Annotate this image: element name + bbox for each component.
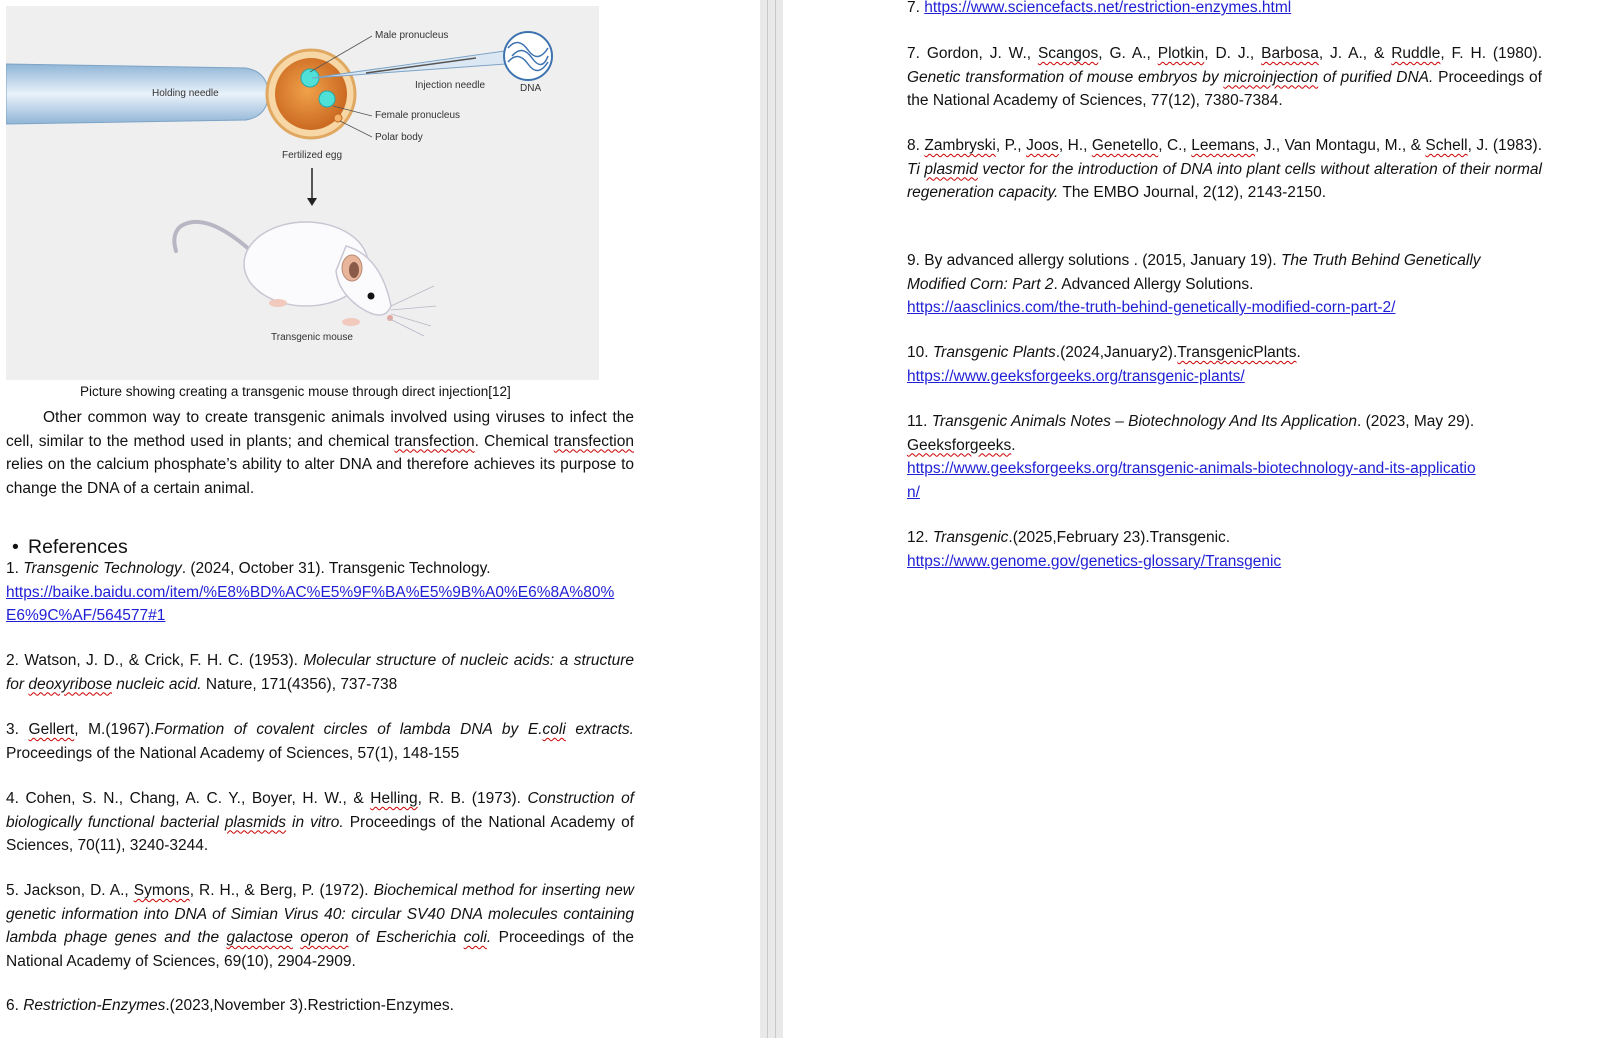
spellcheck-word[interactable]: Ruddle — [1391, 45, 1441, 62]
spellcheck-word[interactable]: Gellert — [28, 721, 75, 738]
spellcheck-word[interactable]: coli — [542, 721, 566, 738]
reference-11 — [907, 410, 1542, 504]
spellcheck-word[interactable]: Geeksforgeeks — [907, 436, 1012, 454]
spellcheck-word[interactable]: deoxyribose — [28, 675, 112, 693]
ref-text: Nature, 171(4356), 737-738 — [201, 675, 398, 693]
ref-number: 12. — [907, 529, 933, 546]
ref-link[interactable]: https://www.geeksforgeeks.org/transgenic-animals-biotechnology-and-its-applicatio — [907, 460, 1476, 477]
ref-text: , D. J., — [1204, 45, 1262, 62]
ref-title: Restriction-Enzymes — [23, 997, 166, 1014]
paragraph-text-part: . Chemical — [474, 432, 554, 450]
spellcheck-word[interactable]: microinjection — [1223, 68, 1319, 86]
ref-title: Transgenic Plants — [932, 344, 1056, 361]
spellcheck-word[interactable]: Helling — [370, 790, 418, 807]
ref-text: .(2023,November 3).Restriction-Enzymes. — [165, 997, 454, 1014]
spellcheck-word[interactable]: Leemans — [1191, 137, 1256, 154]
ref-text: Proceedings of the National Academy of Sciences, 57(1), 148-155 — [6, 744, 460, 762]
ref-title: Construction of biologically functional bacterial — [6, 790, 634, 831]
document-page-left — [0, 0, 760, 1038]
ref-title: . — [486, 929, 492, 946]
ref-title: nucleic acid. — [111, 675, 202, 693]
reference-9 — [907, 249, 1542, 320]
ref-link[interactable]: https://baike.baidu.com/item/%E8%BD%AC%E5%9F%BA%E5%9B%A0%E6%8A%80% — [6, 583, 615, 601]
spellcheck-word[interactable]: Barbosa — [1261, 45, 1319, 62]
ref-number: 6. — [6, 997, 24, 1014]
spellcheck-word[interactable]: Schell — [1425, 137, 1468, 154]
ref-text: 2. Watson, J. D., & Crick, F. H. C. (1953). — [6, 652, 304, 669]
ref-text: 7. Gordon, J. W., — [907, 45, 1038, 62]
female-pronucleus-label: Female pronucleus — [375, 110, 461, 121]
polar-body-label: Polar body — [375, 132, 423, 143]
ref-title: Transgenic Technology — [23, 560, 182, 577]
ref-link[interactable]: E6%9C%AF/564577#1 — [6, 607, 166, 624]
ref-text: 8. — [907, 137, 925, 154]
body-paragraph — [6, 406, 634, 500]
ref-link[interactable]: https://www.sciencefacts.net/restriction-enzymes.html — [924, 0, 1292, 16]
reference-2 — [6, 649, 634, 696]
spellcheck-word[interactable]: operon — [300, 929, 349, 946]
paragraph-text-part: relies on the calcium phosphate’s ability to alter DNA and therefore achieves its purpose to change the DNA of a certain animal. — [6, 456, 634, 497]
ref-text: Proceedings of the National Academy of Sciences, 70(11), 3240-3244. — [6, 813, 635, 854]
ref-text: .(2024,January2). — [1055, 344, 1178, 361]
spellcheck-word[interactable]: plasmids — [224, 813, 286, 831]
down-arrow-icon — [307, 198, 317, 206]
ref-text: , G. A., — [1098, 45, 1158, 62]
spellcheck-word[interactable]: Joos — [1026, 137, 1059, 154]
reference-6 — [6, 994, 634, 1018]
spellcheck-word[interactable]: transfection — [553, 432, 634, 450]
ref-title: vector for the introduction of DNA into plant cells without alteration of their normal regeneration capacity. — [907, 160, 1542, 201]
ref-text: . — [1011, 436, 1016, 454]
ref-link[interactable]: n/ — [907, 483, 920, 501]
ref-text: 5. Jackson, D. A., — [6, 882, 134, 899]
spellcheck-word[interactable]: galactose — [226, 929, 293, 946]
spellcheck-word[interactable]: TransgenicPlants — [1177, 344, 1297, 361]
ref-text: 4. Cohen, S. N., Chang, A. C. Y., Boyer, H. W., & — [6, 790, 371, 807]
ref-text: , M.(1967). — [74, 721, 155, 738]
reference-7 — [907, 42, 1542, 113]
reference-3 — [6, 718, 634, 765]
reference-8 — [907, 134, 1542, 205]
spellcheck-word[interactable]: coli — [463, 929, 487, 946]
ref-text: , R. B. (1973). — [417, 790, 528, 807]
transgenic-mouse-figure — [6, 6, 599, 380]
document-page-right — [783, 0, 1600, 1038]
ref-text: . Advanced Allergy Solutions. — [1053, 275, 1254, 293]
references-heading — [12, 535, 128, 559]
ref-link[interactable]: https://www.geeksforgeeks.org/transgenic-plants/ — [907, 367, 1245, 385]
ref-title: of Escherichia — [348, 929, 464, 946]
ref-text: , H., — [1058, 137, 1092, 154]
ref-number: 7. — [907, 0, 925, 16]
ref-title: Ti — [907, 160, 925, 178]
ref-title: Genetic transformation of mouse embryos by — [907, 68, 1224, 86]
ref-text: The EMBO Journal, 2(12), 2143-2150. — [1058, 184, 1327, 201]
figure-caption: Picture showing creating a transgenic mouse through direct injection[12] — [80, 384, 511, 399]
spellcheck-word[interactable]: plasmid — [924, 160, 978, 178]
ref-text: . (2024, October 31). Transgenic Technology. — [181, 560, 491, 577]
holding-needle-shape — [6, 64, 268, 124]
ref-title: The Truth Behind Genetically Modified Corn: Part 2 — [907, 252, 1481, 293]
ref-text: . — [1296, 344, 1301, 361]
bullet-icon: • — [12, 536, 19, 558]
fertilized-egg-label: Fertilized egg — [282, 150, 343, 161]
dna-label: DNA — [520, 83, 542, 94]
reference-12 — [907, 526, 1542, 573]
ref-title: Biochemical method for inserting new genetic information into DNA of Simian Virus 40: circular SV40 DNA molecules containing lambda phage genes and the — [6, 882, 634, 946]
ref-text: . (2023, May 29). — [1357, 413, 1475, 430]
ref-text: , R. H., & Berg, P. (1972). — [189, 882, 374, 899]
ref-title: Formation of covalent circles of lambda DNA by E. — [154, 721, 543, 738]
ref-number: 10. — [907, 344, 933, 361]
ref-text: , J. A., & — [1318, 45, 1392, 62]
ref-title: Transgenic — [932, 529, 1009, 546]
reference-4 — [6, 787, 634, 858]
injection-needle-label: Injection needle — [415, 80, 486, 91]
reference-10 — [907, 341, 1542, 388]
ref-title: in vitro. — [286, 813, 344, 831]
ref-title: Transgenic Animals Notes – Biotechnology And Its Application — [931, 413, 1358, 430]
spellcheck-word[interactable]: Plotkin — [1157, 45, 1205, 62]
ref-title: Molecular structure of nucleic acids: a structure for — [6, 652, 634, 693]
references-title: References — [28, 536, 128, 558]
ref-text: , P., — [995, 137, 1027, 154]
spellcheck-word[interactable]: transfection — [394, 432, 475, 450]
page-gutter — [760, 0, 783, 1038]
ref-title: of purified DNA. — [1318, 68, 1434, 86]
ref-text: Proceedings of the National Academy of Sciences, 69(10), 2904-2909. — [6, 929, 635, 970]
ref-text: 9. By advanced allergy solutions . (2015, January 19). — [907, 252, 1281, 269]
ref-title: extracts. — [565, 721, 634, 738]
spellcheck-word[interactable]: Symons — [133, 882, 190, 899]
paragraph-text-part: Other common way to create transgenic animals involved using viruses to infect the cell, similar to the method used in plants; and chemical — [6, 409, 634, 450]
ref-number: 3. — [6, 721, 29, 738]
male-pronucleus-label: Male pronucleus — [375, 30, 449, 41]
female-pronucleus-shape — [319, 91, 335, 107]
reference-7-url — [907, 0, 1542, 20]
ref-link[interactable]: https://www.genome.gov/genetics-glossary/Transgenic — [907, 552, 1282, 570]
figure-illustration — [6, 6, 585, 370]
spellcheck-word[interactable]: Zambryski — [924, 137, 996, 154]
holding-needle-label: Holding needle — [152, 88, 219, 99]
transgenic-mouse-illustration — [174, 222, 436, 336]
ref-text: , F. H. (1980). — [1440, 45, 1543, 62]
spellcheck-word[interactable]: Genetello — [1091, 137, 1159, 154]
ref-number: 11. — [907, 413, 932, 430]
ref-text: , J. (1983). — [1467, 137, 1543, 154]
dna-circle — [504, 32, 552, 80]
ref-link[interactable]: https://aasclinics.com/the-truth-behind-genetically-modified-corn-part-2/ — [907, 299, 1396, 316]
polar-body-shape — [334, 114, 342, 122]
ref-number: 1. — [6, 560, 24, 577]
spellcheck-word[interactable]: Scangos — [1037, 45, 1099, 62]
reference-5 — [6, 879, 634, 973]
ref-text: .(2025,February 23).Transgenic. — [1008, 529, 1231, 546]
reference-1 — [6, 557, 634, 628]
ref-text: , J., Van Montagu, M., & — [1255, 137, 1426, 154]
ref-text: , C., — [1158, 137, 1192, 154]
injection-needle-shape — [312, 48, 534, 78]
ref-text: Proceedings of the National Academy of Sciences, 77(12), 7380-7384. — [907, 68, 1542, 109]
transgenic-mouse-label: Transgenic mouse — [271, 332, 353, 343]
